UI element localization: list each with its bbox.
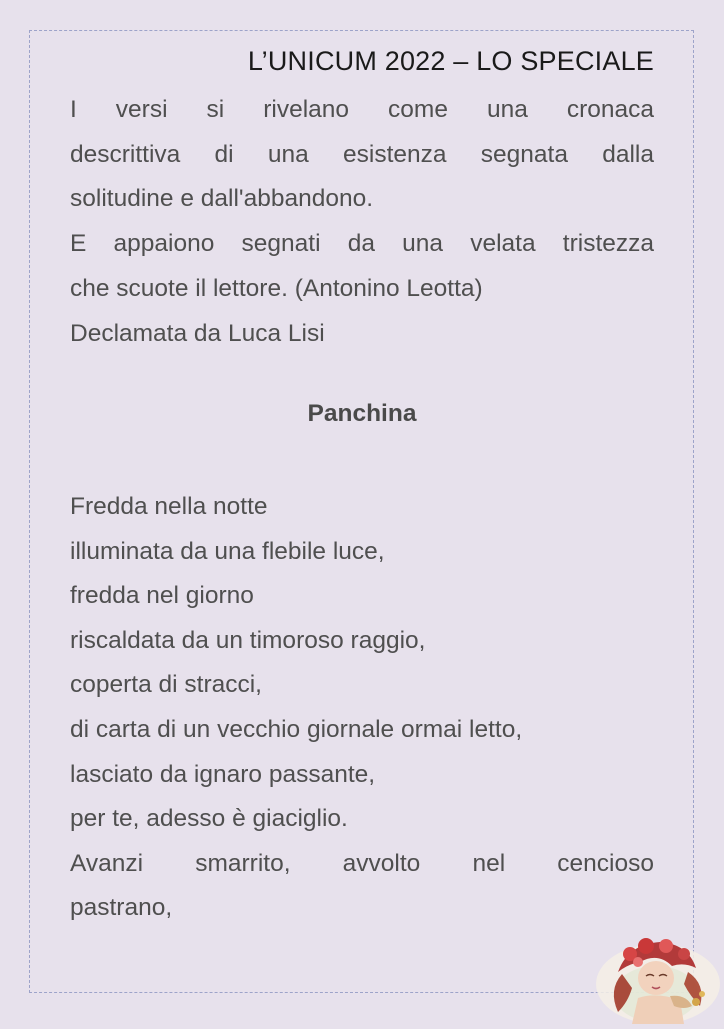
intro-credit: Declamata da Luca Lisi: [70, 319, 325, 347]
poem-body: [70, 485, 654, 931]
poem-line: illuminata da una flebile luce,: [70, 537, 385, 565]
intro-line: I versi si rivelano come una cronaca: [70, 96, 654, 123]
page-header-title: L’UNICUM 2022 – LO SPECIALE: [247, 46, 654, 76]
intro-line: descrittiva di una esistenza segnata dalla: [70, 140, 654, 168]
poem-line: Fredda nella notte: [70, 493, 268, 520]
intro-line: E appaiono segnati da una velata tristezza: [70, 230, 654, 258]
intro-line: solitudine e dall'abbandono.: [70, 185, 374, 213]
poem-line: lasciato da ignaro passante,: [70, 760, 376, 788]
intro-line: che scuote il lettore. (Antonino Leotta): [70, 274, 483, 302]
intro-paragraph: [70, 88, 654, 356]
poem-title: Panchina: [307, 400, 417, 427]
poem-line: fredda nel giorno: [70, 582, 254, 610]
poem-line: di carta di un vecchio giornale ormai letto,: [70, 715, 523, 743]
poem-line: pastrano,: [70, 894, 173, 922]
poem-line: per te, adesso è giaciglio.: [70, 805, 348, 833]
poem-line: Avanzi smarrito, avvolto nel cencioso: [70, 849, 654, 877]
art-nouveau-woman-with-flowers-icon: [588, 932, 722, 1024]
poem-line: coperta di stracci,: [70, 671, 262, 699]
poem-line: riscaldata da un timoroso raggio,: [70, 626, 426, 654]
